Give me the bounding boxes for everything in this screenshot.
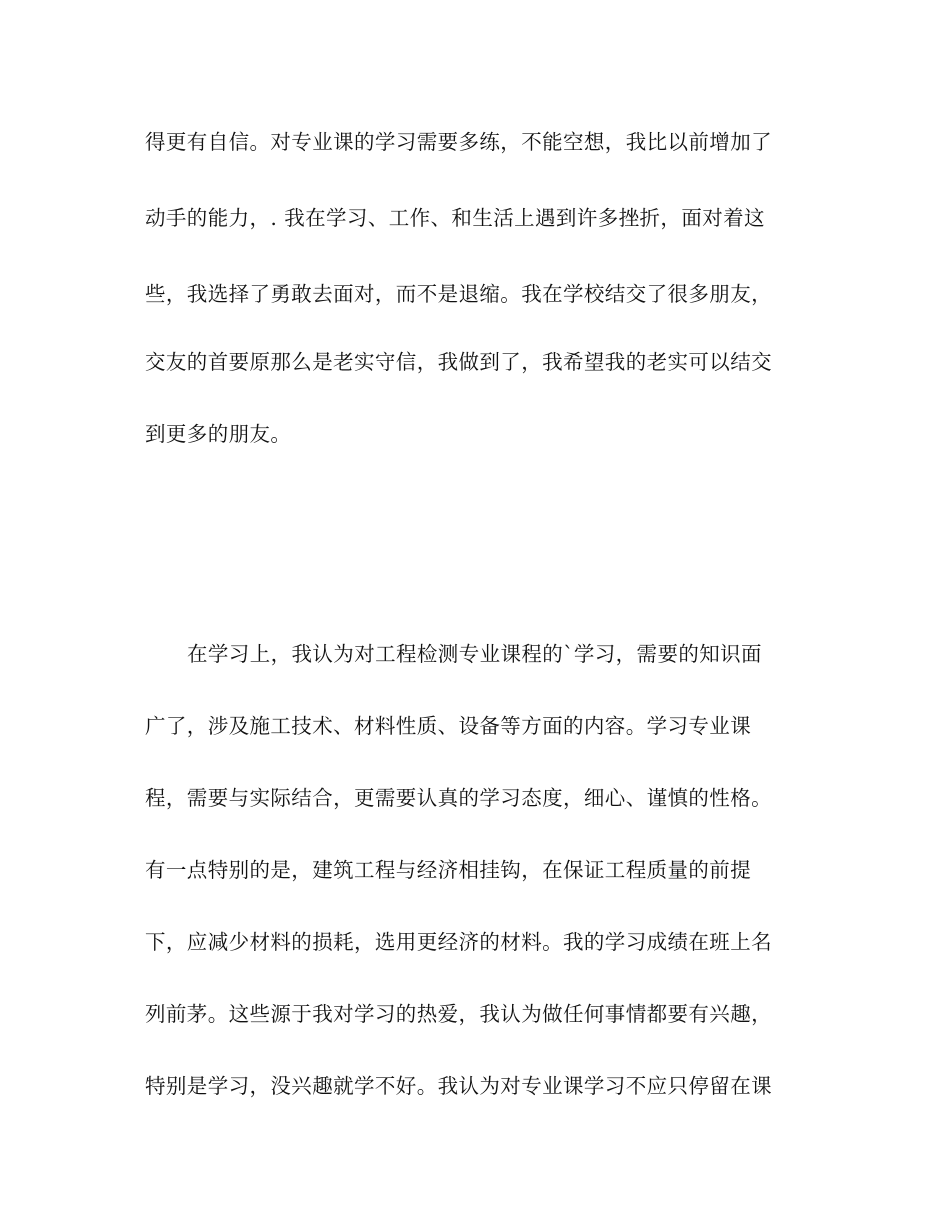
- paragraph-2-line-3: 程，需要与实际结合，更需要认真的学习态度，细心、谨慎的性格。: [145, 786, 772, 810]
- paragraph-2-line-6: 列前茅。这些源于我对学习的热爱，我认为做任何事情都要有兴趣，: [145, 1002, 772, 1026]
- paragraph-1-line-1: 得更有自信。对专业课的学习需要多练，不能空想，我比以前增加了: [145, 130, 772, 154]
- paragraph-2-line-1: 在学习上，我认为对工程检测专业课程的`学习，需要的知识面: [187, 642, 762, 666]
- paragraph-2-line-4: 有一点特别的是，建筑工程与经济相挂钩，在保证工程质量的前提: [145, 858, 752, 882]
- paragraph-2-line-5: 下，应减少材料的损耗，选用更经济的材料。我的学习成绩在班上名: [145, 930, 772, 954]
- paragraph-1-line-3: 些，我选择了勇敢去面对，而不是退缩。我在学校结交了很多朋友，: [145, 282, 772, 306]
- paragraph-2-line-7: 特别是学习，没兴趣就学不好。我认为对专业课学习不应只停留在课: [145, 1074, 772, 1098]
- paragraph-1-line-5: 到更多的朋友。: [145, 422, 292, 446]
- paragraph-2-line-2: 广了，涉及施工技术、材料性质、设备等方面的内容。学习专业课: [145, 714, 752, 738]
- paragraph-1-line-4: 交友的首要原那么是老实守信，我做到了，我希望我的老实可以结交: [145, 350, 772, 374]
- paragraph-1-line-2: 动手的能力，. 我在学习、工作、和生活上遇到许多挫折，面对着这: [145, 206, 765, 230]
